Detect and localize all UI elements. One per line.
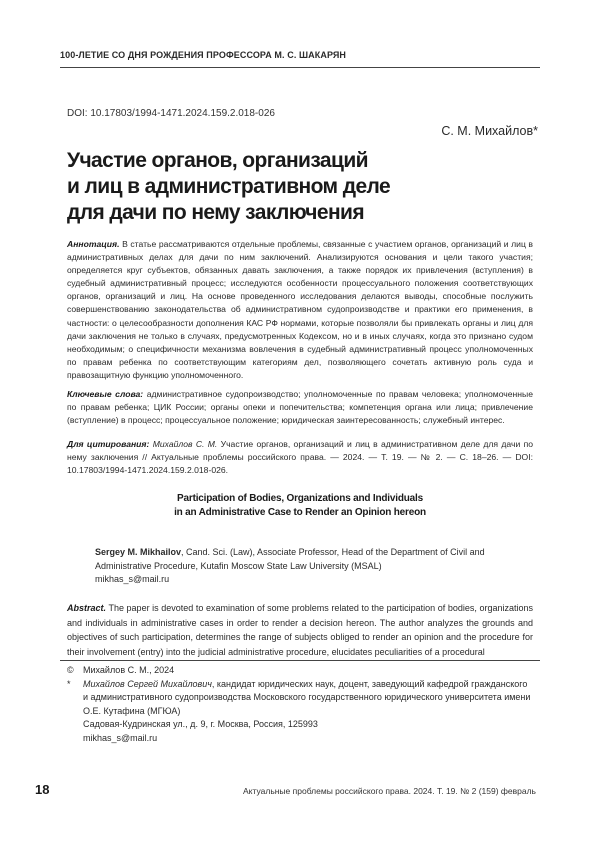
keywords-label: Ключевые слова: xyxy=(67,389,144,399)
footnotes xyxy=(67,664,533,745)
english-author-affiliation: , Cand. Sci. (Law), Associate Professor, Head of the Department of Civil and Administrative Procedure, Kutafin Moscow State Law University (MSAL) xyxy=(95,547,485,571)
citation-label: Для цитирования: xyxy=(67,439,150,449)
english-abstract xyxy=(67,601,533,659)
citation-text: Участие органов, организаций и лиц в административном деле для дачи по нему заключения // Актуальные проблемы российского права. — 2024. — Т. 19. — № 2. — С. 18–26. — DOI: 10.17803/1994-1471.2024.159.2.018-026. xyxy=(67,439,534,476)
english-abstract-label: Abstract. xyxy=(67,603,107,613)
running-header: 100-ЛЕТИЕ СО ДНЯ РОЖДЕНИЯ ПРОФЕССОРА М. С. ШАКАРЯН xyxy=(60,50,347,60)
copyright-text: Михайлов С. М., 2024 xyxy=(83,665,175,675)
title-line: для дачи по нему заключения xyxy=(67,201,364,224)
page-number: 18 xyxy=(35,782,50,797)
english-author-name: Sergey M. Mikhailov xyxy=(95,547,182,557)
footnote-author: Михайлов Сергей Михайлович xyxy=(83,678,212,689)
annotation xyxy=(67,238,533,382)
header-rule xyxy=(60,67,540,68)
english-title xyxy=(130,492,470,520)
author-name: С. М. Михайлов* xyxy=(441,124,538,138)
footnote-author-text: , кандидат юридических наук, доцент, заведующий кафедрой гражданского и административного судопроизводства Московского государственного юридического университета имени О.Е. Кутафина (МГЮА) xyxy=(83,678,531,716)
footnote-star: * xyxy=(67,678,71,689)
annotation-label: Аннотация. xyxy=(67,239,120,249)
keywords xyxy=(67,388,533,427)
annotation-text: В статье рассматриваются отдельные проблемы, связанные с участием органов, организаций и лиц в административных делах для дачи по ним заключений. Анализируются основания и цели такого участия; определяется круг субъектов, обязанных давать заключения, а также порядок их привлечения (вступления) в судебный административный процесс; исследуются особенности процессуального положения соответствующих органов, организаций и лиц. На основе проведенного исследования делаются выводы, способные послужить совершенствованию законодательства об административном судопроизводстве и практики его применения, в частности: о целесообразности дополнения КАС РФ нормами, которые позволяли бы привлекать органы и лиц для дачи заключения не только в случаях, предусмотренных Кодексом, но и в иных случаях, когда это признано судом необходимым; о специфичности механизма вовлечения в судебный административный процесс уполномоченных по правам ребенка по соответствующим категориям дел, позволяющего сочетать активную роль суда и правозащитную функцию уполномоченного. xyxy=(67,239,533,380)
footnote-rule xyxy=(60,660,540,661)
english-title-line: Participation of Bodies, Organizations and Individuals xyxy=(177,493,423,504)
doi: DOI: 10.17803/1994-1471.2024.159.2.018-026 xyxy=(67,108,275,119)
copyright-footnote xyxy=(67,664,533,678)
keywords-text: административное судопроизводство; уполномоченные по правам человека; уполномоченные по правам ребенка; ЦИК России; органы опеки и попечительства; компетенция органа или лица; привлечение (вступление) в процесс; процессуальное положение; юридическая заинтересованность; служебный интерес. xyxy=(67,389,533,426)
english-author-email[interactable]: mikhas_s@mail.ru xyxy=(95,574,170,584)
english-abstract-text: The paper is devoted to examination of some problems related to the participation of bodies, organizations and individuals in administrative cases in order to render a decision hereon. The author analyzes the grounds and objectives of such participation, determines the range of subjects obliged to render an opinion and the procedure for their involvement (entry) into the judicial administrative procedure, elucidates peculiarities of a procedural xyxy=(67,603,533,657)
copyright-mark: © xyxy=(67,665,74,675)
article-title xyxy=(67,148,447,226)
author-footnote xyxy=(67,678,533,746)
english-author-block xyxy=(95,546,515,587)
footnote-address: Садовая-Кудринская ул., д. 9, г. Москва, Россия, 125993 xyxy=(83,719,318,729)
footnote-email[interactable]: mikhas_s@mail.ru xyxy=(83,732,158,743)
citation xyxy=(67,438,533,477)
title-line: Участие органов, организаций xyxy=(67,149,368,172)
title-line: и лиц в административном деле xyxy=(67,175,391,198)
journal-footer: Актуальные проблемы российского права. 2024. Т. 19. № 2 (159) февраль xyxy=(243,786,536,796)
citation-author: Михайлов С. М. xyxy=(152,439,218,449)
english-title-line: in an Administrative Case to Render an Opinion hereon xyxy=(174,507,426,518)
